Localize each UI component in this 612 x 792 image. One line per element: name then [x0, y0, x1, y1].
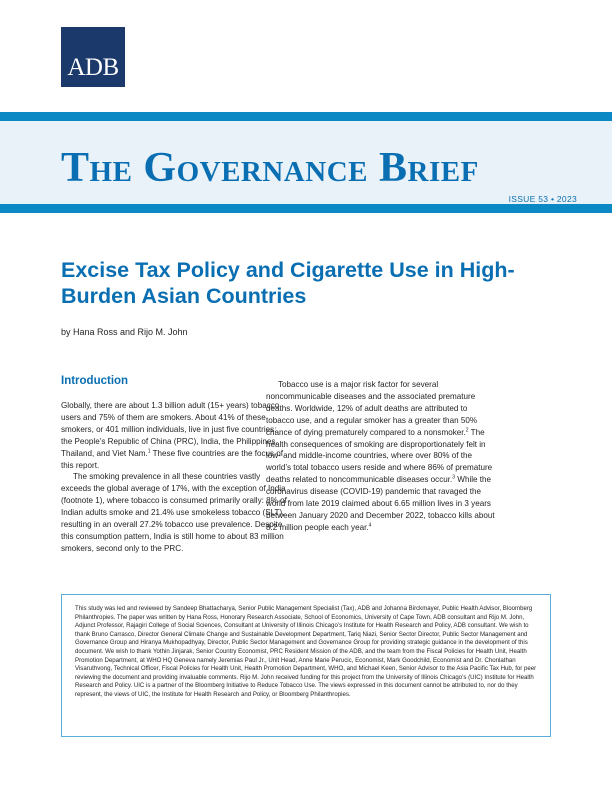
acknowledgment-text: This study was led and reviewed by Sandeep Bhattacharya, Senior Public Management Specialist (Tax), ADB and Johanna Birckmayer, Public Health Advisor, Bloomberg Philanthropies. The paper was written by Hana Ross, Honorary Research Associate, School of Economics, University of Cape Town, ADB consultant and Rijo M. John, Adjunct Professor, Rajagiri College of Social Sciences, Consultant at University of Illinois Chicago’s Institute for Health Research and Policy, ADB consultant. We wish to thank Bruno Carrasco, Director General Climate Change and Sustainable Development Department, Tariq Niazi, Senior Sector Director, Public Sector Management and Governance Group and Hiranya Mukhopadhyay, Director, Public Sector Management and Governance Group for providing strategic guidance in the development of this document. We wish to thank Yothin Jinjarak, Senior Country Economist, PRC Resident Mission of the ADB, and the team from the Fiscal Policies for Health Unit, Health Promotion Department, at WHO HQ Geneva namely Jeremias Paul Jr., Unit Head, Anne Marie Perucic, Economist, Mark Goodchild, Economist and Dr. Chonlathan Visaruthvong, Technical Officer, Fiscal Policies for Health Unit, Health Promotion Department, WHO, and Michael Keen, Senior Advisor to the Asia Pacific Tax Hub, for peer reviewing the document and providing invaluable comments. Rijo M. John received funding for this project from the University of Illinois Chicago’s (UIC) Institute for Health Research and Policy. UIC is a partner of the Bloomberg Initiative to Reduce Tobacco Use. The views expressed in this document cannot be attributed to, nor do they represent, the views of UIC, the Institute for Health Research and Policy, or Bloomberg Philanthropies.: [75, 605, 537, 698]
intro-paragraph-2: The smoking prevalence in all these countries vastly exceeds the global average of 17%, with the exception of India (footnote 1), where tobacco is consumed primarily orally: 8% of Indian adults smoke and 21.4% use smokeless tobacco (SLT), resulting in an overall 27.2% tobacco use prevalence. Despite this consumption pattern, India is still home to about 83 million smokers, second only to the PRC.: [61, 472, 287, 553]
publication-title: The Governance Brief: [61, 145, 479, 191]
adb-logo: ADB: [61, 27, 125, 87]
footnote-ref: 4: [368, 522, 372, 529]
intro-paragraph-1: Globally, there are about 1.3 billion adult (15+ years) tobacco users and 75% of them are smokers. About 41% of these smokers, or 401 million individuals, live in just five countries: the People’s Republic of China (PRC), India, the Philippines, Thailand, and Viet Nam.$^1$ These five countries are the focus of this report.: [61, 401, 284, 470]
footnote-ref: 2: [465, 426, 469, 433]
issue-label: ISSUE 53 • 2023: [508, 194, 577, 204]
author-line: by Hana Ross and Rijo M. John: [61, 327, 188, 337]
right-column: [266, 379, 496, 534]
right-paragraph: Tobacco use is a major risk factor for several noncommunicable diseases and the associated premature deaths. Worldwide, 12% of adult deaths are attributed to tobacco use, and a regular smoker has a greater than 50% chance of dying prematurely compared to a nonsmoker.$^2$ The health consequences of smoking are disproportionately felt in low- and middle-income countries, where over 80% of the world’s total tobacco users reside and where 86% of premature deaths related to noncommunicable diseases occur.$^3$ While the coronavirus disease (COVID-19) pandemic that ravaged the world from late 2019 claimed about 6.65 million lives in 3 years between January 2020 and December 2022, tobacco kills about 8.2 million people each year.$^4$: [266, 380, 495, 532]
article-title: Excise Tax Policy and Cigarette Use in High-Burden Asian Countries: [61, 258, 515, 308]
header-band: [0, 112, 612, 213]
footnote-ref: 3: [452, 474, 456, 481]
acknowledgment-box: [61, 594, 551, 737]
left-column: [61, 374, 287, 555]
section-heading-introduction: Introduction: [61, 375, 129, 387]
header-band-inner: [0, 121, 612, 204]
footnote-ref: 1: [147, 447, 151, 454]
